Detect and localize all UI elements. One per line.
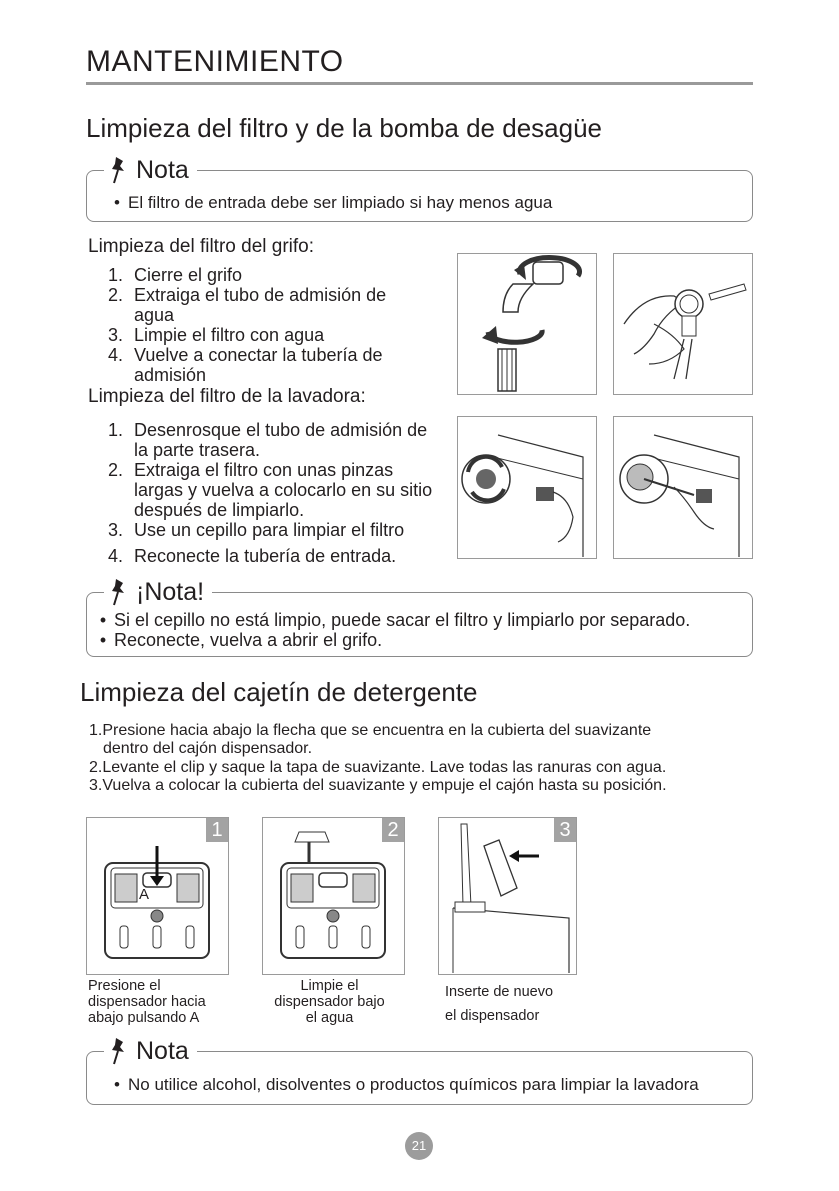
note-item-text: Reconecte, vuelva a abrir el grifo. [114,630,383,650]
washer-filter-steps [108,420,448,566]
figure-tap-unscrew [457,253,597,395]
section-heading-filter: Limpieza del filtro y de la bomba de desagüe [86,113,602,143]
pushpin-icon [108,155,130,185]
note-header-2 [104,577,212,607]
figure-caption-3: Inserte de nuevo el dispensador [445,984,554,1024]
note-item [92,630,382,651]
drawer-insert-icon [439,818,575,973]
title-divider [86,82,753,85]
note-header-3 [104,1036,197,1066]
subheading-tap-filter: Limpieza del filtro del grifo: [88,236,314,257]
note-item [106,1075,699,1095]
figure-caption-1: Presione el dispensador hacia abajo pulsando A [88,978,206,1026]
note-item [92,610,690,631]
list-item: 4. Reconecte la tubería de entrada. [108,546,397,566]
instruction-line: 2.Levante el clip y saque la tapa de suavizante. Lave todas las ranuras con agua. [89,759,667,776]
figure-machine-unscrew [457,416,597,559]
detergent-drawer-icon [87,818,227,973]
tap-filter-steps [108,265,438,385]
note-label: Nota [136,1036,189,1065]
list-item: 3. Use un cepillo para limpiar el filtro [108,520,405,540]
figure-number: 2 [382,818,404,842]
note-label: ¡Nota! [136,577,205,606]
list-item: 4. Vuelve a conectar la tubería de admisión [108,345,383,385]
page-number: 21 [405,1132,433,1160]
bullet: • [99,630,107,650]
pushpin-icon [108,577,130,607]
figure-drawer-2 [262,817,405,975]
list-item: 2. Extraiga el filtro con unas pinzas largas y vuelva a colocarlo en su sitio después de limpiarlo. [108,460,433,520]
figure-drawer-1 [86,817,229,975]
page-title: MANTENIMIENTO [86,45,344,78]
note-item [106,193,552,213]
drawer-under-tap-icon [263,818,403,973]
figure-number: 1 [206,818,228,842]
pushpin-icon [108,1036,130,1066]
list-item: 2. Extraiga el tubo de admisión de agua [108,285,387,325]
list-item: 1. Desenrosque el tubo de admisión de la parte trasera. [108,420,428,460]
figure-machine-tweezers [613,416,753,559]
list-item: 3. Limpie el filtro con agua [108,325,325,345]
bullet: • [114,1075,120,1094]
figure-label-a: A [139,886,150,903]
figure-number: 3 [554,818,576,842]
note-item-text: El filtro de entrada debe ser limpiado si hay menos agua [128,193,553,212]
instruction-line: 3.Vuelva a colocar la cubierta del suavizante y empuje el cajón hasta su posición. [89,777,667,794]
note-item-text: No utilice alcohol, disolventes o productos químicos para limpiar la lavadora [128,1075,699,1094]
tap-illustration-icon [458,254,595,393]
bullet: • [99,610,107,630]
bullet: • [114,193,120,212]
figure-drawer-3 [438,817,577,975]
brush-illustration-icon [614,254,751,393]
note-item-text: Si el cepillo no está limpio, puede sacar el filtro y limpiarlo por separado. [114,610,691,630]
note-header-1 [104,155,197,185]
list-item: 1. Cierre el grifo [108,265,243,285]
instruction-line: 1.Presione hacia abajo la flecha que se encuentra en la cubierta del suavizante [89,722,652,739]
figure-caption-2: Limpie el dispensador bajo el agua [274,978,385,1026]
instruction-line: dentro del cajón dispensador. [103,740,313,757]
subheading-washer-filter: Limpieza del filtro de la lavadora: [88,386,366,407]
section-heading-drawer: Limpieza del cajetín de detergente [80,677,478,707]
figure-brush-filter [613,253,753,395]
machine-rear-unscrew-icon [458,417,595,557]
note-label: Nota [136,155,189,184]
machine-rear-tweezers-icon [614,417,751,557]
